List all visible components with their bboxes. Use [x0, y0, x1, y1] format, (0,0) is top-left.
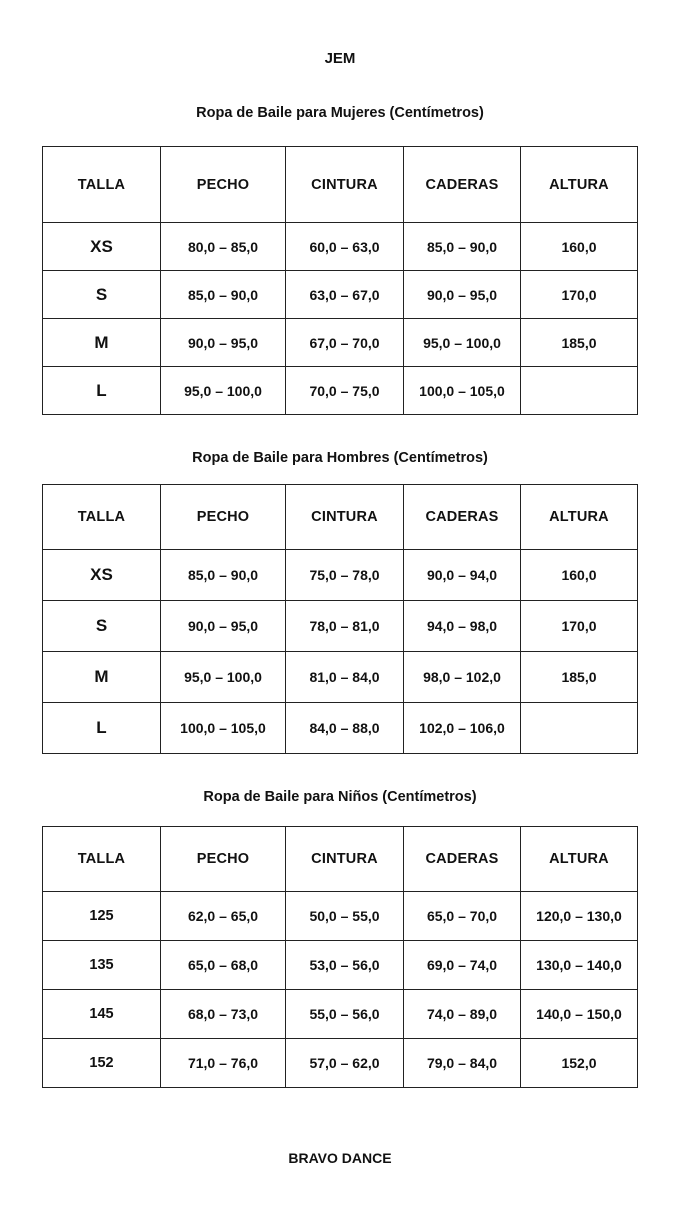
table-row — [43, 703, 638, 754]
chest-cell: 80,0 – 85,0 — [161, 223, 286, 271]
chest-cell: 68,0 – 73,0 — [161, 990, 286, 1039]
hips-cell: 94,0 – 98,0 — [404, 601, 521, 652]
waist-cell: 55,0 – 56,0 — [286, 990, 404, 1039]
waist-cell: 84,0 – 88,0 — [286, 703, 404, 754]
header-cintura: CINTURA — [286, 485, 404, 550]
size-cell: XS — [43, 550, 161, 601]
women-section-title: Ropa de Baile para Mujeres (Centímetros) — [196, 105, 484, 121]
size-cell: M — [43, 652, 161, 703]
size-cell: 125 — [43, 892, 161, 941]
header-cintura: CINTURA — [286, 147, 404, 223]
brand-title: JEM — [324, 50, 356, 67]
height-cell: 170,0 — [521, 601, 638, 652]
hips-cell: 90,0 – 94,0 — [404, 550, 521, 601]
chest-cell: 62,0 – 65,0 — [161, 892, 286, 941]
header-altura: ALTURA — [521, 827, 638, 892]
table-header-row — [43, 485, 638, 550]
table-header-row — [43, 147, 638, 223]
table-header-row — [43, 827, 638, 892]
table-row — [43, 652, 638, 703]
hips-cell: 95,0 – 100,0 — [404, 319, 521, 367]
size-cell: 135 — [43, 941, 161, 990]
size-cell: S — [43, 601, 161, 652]
header-caderas: CADERAS — [404, 485, 521, 550]
hips-cell: 85,0 – 90,0 — [404, 223, 521, 271]
height-cell — [521, 703, 638, 754]
waist-cell: 81,0 – 84,0 — [286, 652, 404, 703]
table-row — [43, 550, 638, 601]
height-cell: 152,0 — [521, 1039, 638, 1088]
table-row — [43, 319, 638, 367]
size-cell: 145 — [43, 990, 161, 1039]
header-cintura: CINTURA — [286, 827, 404, 892]
table-row — [43, 1039, 638, 1088]
waist-cell: 75,0 – 78,0 — [286, 550, 404, 601]
height-cell: 185,0 — [521, 652, 638, 703]
waist-cell: 57,0 – 62,0 — [286, 1039, 404, 1088]
table-row — [43, 601, 638, 652]
size-cell: M — [43, 319, 161, 367]
size-cell: 152 — [43, 1039, 161, 1088]
hips-cell: 98,0 – 102,0 — [404, 652, 521, 703]
header-caderas: CADERAS — [404, 827, 521, 892]
waist-cell: 50,0 – 55,0 — [286, 892, 404, 941]
header-talla: TALLA — [43, 827, 161, 892]
header-altura: ALTURA — [521, 485, 638, 550]
kids-size-table — [42, 826, 638, 1088]
waist-cell: 67,0 – 70,0 — [286, 319, 404, 367]
hips-cell: 69,0 – 74,0 — [404, 941, 521, 990]
size-cell: L — [43, 703, 161, 754]
hips-cell: 100,0 – 105,0 — [404, 367, 521, 415]
chest-cell: 71,0 – 76,0 — [161, 1039, 286, 1088]
chest-cell: 85,0 – 90,0 — [161, 550, 286, 601]
header-talla: TALLA — [43, 485, 161, 550]
women-size-table — [42, 146, 638, 415]
table-row — [43, 223, 638, 271]
waist-cell: 60,0 – 63,0 — [286, 223, 404, 271]
hips-cell: 102,0 – 106,0 — [404, 703, 521, 754]
height-cell: 120,0 – 130,0 — [521, 892, 638, 941]
waist-cell: 53,0 – 56,0 — [286, 941, 404, 990]
size-cell: S — [43, 271, 161, 319]
height-cell: 140,0 – 150,0 — [521, 990, 638, 1039]
height-cell: 160,0 — [521, 550, 638, 601]
table-row — [43, 941, 638, 990]
size-cell: L — [43, 367, 161, 415]
hips-cell: 65,0 – 70,0 — [404, 892, 521, 941]
height-cell: 185,0 — [521, 319, 638, 367]
hips-cell: 79,0 – 84,0 — [404, 1039, 521, 1088]
chest-cell: 95,0 – 100,0 — [161, 367, 286, 415]
header-pecho: PECHO — [161, 147, 286, 223]
header-altura: ALTURA — [521, 147, 638, 223]
footer-brand: BRAVO DANCE — [288, 1150, 392, 1166]
chest-cell: 95,0 – 100,0 — [161, 652, 286, 703]
chest-cell: 90,0 – 95,0 — [161, 319, 286, 367]
header-talla: TALLA — [43, 147, 161, 223]
size-cell: XS — [43, 223, 161, 271]
header-pecho: PECHO — [161, 485, 286, 550]
men-section-title: Ropa de Baile para Hombres (Centímetros) — [192, 450, 488, 466]
table-row — [43, 367, 638, 415]
chest-cell: 100,0 – 105,0 — [161, 703, 286, 754]
chest-cell: 65,0 – 68,0 — [161, 941, 286, 990]
waist-cell: 70,0 – 75,0 — [286, 367, 404, 415]
table-row — [43, 892, 638, 941]
height-cell: 160,0 — [521, 223, 638, 271]
kids-section-title: Ropa de Baile para Niños (Centímetros) — [203, 789, 477, 805]
header-caderas: CADERAS — [404, 147, 521, 223]
table-row — [43, 271, 638, 319]
height-cell: 130,0 – 140,0 — [521, 941, 638, 990]
height-cell — [521, 367, 638, 415]
chest-cell: 90,0 – 95,0 — [161, 601, 286, 652]
waist-cell: 78,0 – 81,0 — [286, 601, 404, 652]
height-cell: 170,0 — [521, 271, 638, 319]
hips-cell: 74,0 – 89,0 — [404, 990, 521, 1039]
hips-cell: 90,0 – 95,0 — [404, 271, 521, 319]
chest-cell: 85,0 – 90,0 — [161, 271, 286, 319]
waist-cell: 63,0 – 67,0 — [286, 271, 404, 319]
table-row — [43, 990, 638, 1039]
men-size-table — [42, 484, 638, 754]
header-pecho: PECHO — [161, 827, 286, 892]
